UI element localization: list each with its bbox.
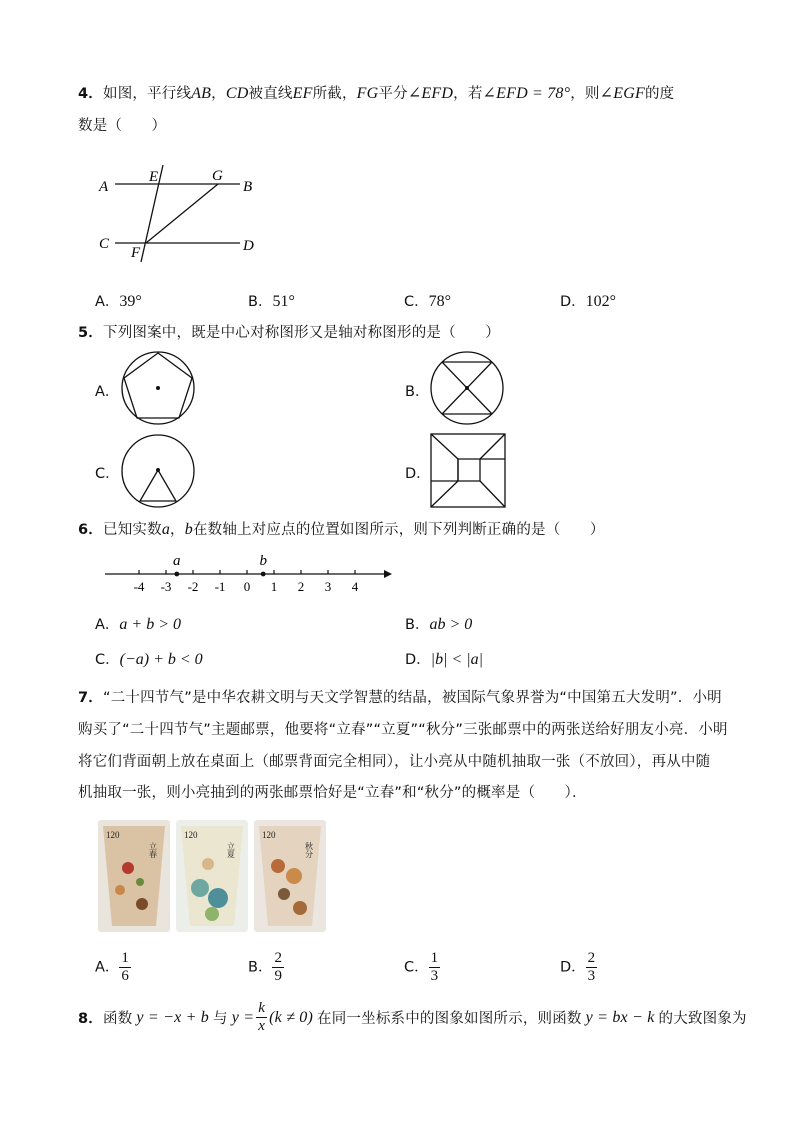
option-letter: D． — [560, 959, 586, 976]
point-b — [261, 572, 266, 577]
q8-number: 8． — [78, 1011, 103, 1027]
q7-option-d[interactable] — [560, 950, 597, 985]
axis-arrow — [384, 570, 392, 578]
label-b: B — [243, 179, 253, 195]
denominator: 9 — [274, 968, 282, 984]
q6-text: 在数轴上对应点的位置如图所示，则下列判断正确的是（ ） — [192, 522, 605, 538]
point-label-a: a — [173, 553, 181, 569]
q5-option-d-letter[interactable]: D． — [405, 466, 431, 482]
q4-stem-line1 — [78, 82, 674, 103]
q4-text: ， — [211, 86, 226, 102]
numerator: 2 — [274, 950, 282, 966]
q4-option-b[interactable] — [248, 290, 295, 311]
fraction — [119, 950, 131, 985]
axis-tick-label: -3 — [160, 579, 172, 594]
q5-text: 下列图案中，既是中心对称图形又是轴对称图形的是（ ） — [103, 325, 500, 341]
numerator: 1 — [430, 950, 439, 966]
q6-number: 6． — [78, 522, 103, 538]
q4-angle-egf: ∠EGF — [599, 85, 645, 102]
option-text: a + b > 0 — [119, 616, 182, 633]
q7-stem-line1 — [78, 686, 722, 707]
q7-stem-line2: 购买了“二十四节气”主题邮票，他要将“立春”“立夏”“秋分”三张邮票中的两张送给好朋友小亮．小明 — [78, 722, 728, 738]
q8-text: 在同一坐标系中的图象如图所示，则函数 — [317, 1011, 582, 1027]
stamp-name: 立春 — [148, 842, 158, 858]
q7-number: 7． — [78, 690, 103, 706]
denominator: 6 — [121, 968, 129, 984]
axis-tick-label: 1 — [270, 579, 278, 594]
option-text: 39° — [119, 293, 142, 310]
stamp-value: 120 — [262, 830, 276, 840]
q4-var-cd: CD — [225, 85, 249, 102]
fraction — [586, 950, 598, 985]
q4-var-ab: AB — [191, 85, 212, 102]
option-letter: A． — [95, 617, 120, 633]
q8-function-1: y = −x + b — [136, 1008, 209, 1026]
q6-var-b: b — [184, 521, 193, 538]
q4-option-d[interactable] — [560, 290, 616, 311]
q4-var-fg: FG — [356, 85, 379, 102]
label-f: F — [131, 245, 141, 261]
stamp-name: 立夏 — [226, 842, 236, 858]
option-letter: B． — [248, 294, 273, 310]
q7-option-b[interactable] — [248, 950, 284, 985]
label-e: E — [149, 169, 159, 185]
q8-text: 函数 — [103, 1011, 133, 1027]
numerator: 2 — [587, 950, 596, 966]
option-letter: A． — [95, 294, 120, 310]
numerator: 1 — [121, 950, 129, 966]
axis-tick-label: -2 — [187, 579, 199, 594]
option-letter: D． — [405, 652, 431, 668]
label-a: A — [99, 179, 109, 195]
q7-text: “二十四节气”是中华农耕文明与天文学智慧的结晶，被国际气象界誉为“中国第五大发明”．小明 — [103, 690, 722, 706]
q4-text: ，则 — [570, 86, 600, 102]
denominator: 3 — [430, 968, 439, 984]
point-a — [174, 572, 179, 577]
q6-text: 已知实数 — [103, 522, 162, 538]
q5-number: 5． — [78, 325, 103, 341]
q6-stem — [78, 518, 605, 539]
q4-text: ，若 — [453, 86, 483, 102]
axis-tick-label: -4 — [133, 579, 145, 594]
q4-text: 如图，平行线 — [103, 86, 192, 102]
q7-stem-line3: 将它们背面朝上放在桌面上（邮票背面完全相同），让小亮从中随机抽取一张（不放回），再从中随 — [78, 754, 711, 770]
option-text: |b| < |a| — [430, 651, 484, 668]
q6-var-a: a — [161, 521, 171, 538]
option-letter: A． — [95, 959, 120, 976]
option-text: 102° — [585, 293, 617, 310]
q8-function-3: y = bx − k — [585, 1008, 655, 1026]
stamp-qiufen — [254, 820, 326, 932]
q7-option-a[interactable] — [95, 950, 131, 985]
option-text: 78° — [428, 293, 452, 310]
stamp-name: 秋分 — [304, 842, 314, 858]
option-text: (−a) + b < 0 — [119, 651, 203, 668]
q5-option-d-figure[interactable] — [430, 433, 508, 509]
q6-text: ， — [170, 522, 185, 538]
q8-function-2-condition: (k ≠ 0) — [269, 1008, 314, 1026]
label-c: C — [99, 236, 110, 252]
q4-angle-value: ∠EFD = 78° — [482, 85, 571, 102]
q7-stem-line4: 机抽取一张，则小亮抽到的两张邮票恰好是“立春”和“秋分”的概率是（ ）． — [78, 785, 587, 801]
q4-text: 被直线 — [248, 86, 293, 102]
axis-tick-label: 0 — [243, 579, 251, 594]
denominator: 3 — [587, 968, 596, 984]
option-letter: B． — [405, 617, 430, 633]
label-g: G — [212, 168, 223, 184]
option-text: ab > 0 — [429, 616, 473, 633]
q4-angle-efd: ∠EFD — [407, 85, 454, 102]
q5-stem — [78, 321, 500, 342]
q4-option-a[interactable] — [95, 290, 142, 311]
denominator: x — [258, 1018, 266, 1034]
q5-option-b-figure[interactable] — [428, 350, 506, 426]
stamp-value: 120 — [106, 830, 120, 840]
axis-tick-label: 2 — [297, 579, 305, 594]
q5-option-c-figure[interactable] — [120, 433, 196, 509]
q6-option-a[interactable] — [95, 613, 181, 634]
q6-option-c[interactable] — [95, 648, 203, 669]
axis-tick-label: -1 — [214, 579, 226, 594]
stamp-value: 120 — [184, 830, 198, 840]
q4-text: 所截， — [312, 86, 357, 102]
q4-text: 平分 — [378, 86, 408, 102]
q7-option-c[interactable] — [404, 950, 440, 985]
q4-number: 4． — [78, 86, 103, 102]
point-label-b: b — [259, 553, 267, 569]
q5-option-b-letter[interactable]: B． — [405, 384, 430, 400]
option-text: 51° — [272, 293, 295, 310]
q6-option-b[interactable] — [405, 613, 472, 634]
q8-text: 的大致图象为 — [658, 1011, 747, 1027]
q4-stem-line2: 数是（ ） — [78, 118, 167, 134]
pentagon-shape — [124, 353, 192, 418]
q4-parallel-lines-figure — [95, 160, 275, 270]
q8-stem — [78, 1000, 747, 1035]
q5-option-a-figure[interactable] — [120, 350, 196, 426]
option-letter: D． — [560, 294, 586, 310]
q5-option-a-letter[interactable]: A． — [95, 384, 120, 400]
q4-var-ef: EF — [292, 85, 313, 102]
option-letter: C． — [404, 959, 429, 976]
q6-option-d[interactable] — [405, 648, 483, 669]
numerator: k — [258, 1000, 266, 1016]
q8-text: 与 — [213, 1011, 228, 1027]
fraction — [272, 950, 284, 985]
option-letter: C． — [95, 652, 120, 668]
q8-function-2-lhs: y = — [231, 1008, 255, 1026]
triangle-shape — [140, 470, 176, 501]
axis-tick-label: 3 — [324, 579, 332, 594]
q8-function-2-fraction — [256, 1000, 267, 1035]
stamp-lixia — [176, 820, 248, 932]
q6-number-line — [100, 548, 400, 596]
option-letter: B． — [248, 959, 273, 976]
q4-text: 的度 — [644, 86, 675, 102]
fraction — [429, 950, 441, 985]
q4-option-c[interactable] — [404, 290, 451, 311]
stamp-lichun — [98, 820, 170, 932]
q5-option-c-letter[interactable]: C． — [95, 466, 120, 482]
label-d: D — [243, 238, 254, 254]
option-letter: C． — [404, 294, 429, 310]
axis-tick-label: 4 — [351, 579, 359, 594]
